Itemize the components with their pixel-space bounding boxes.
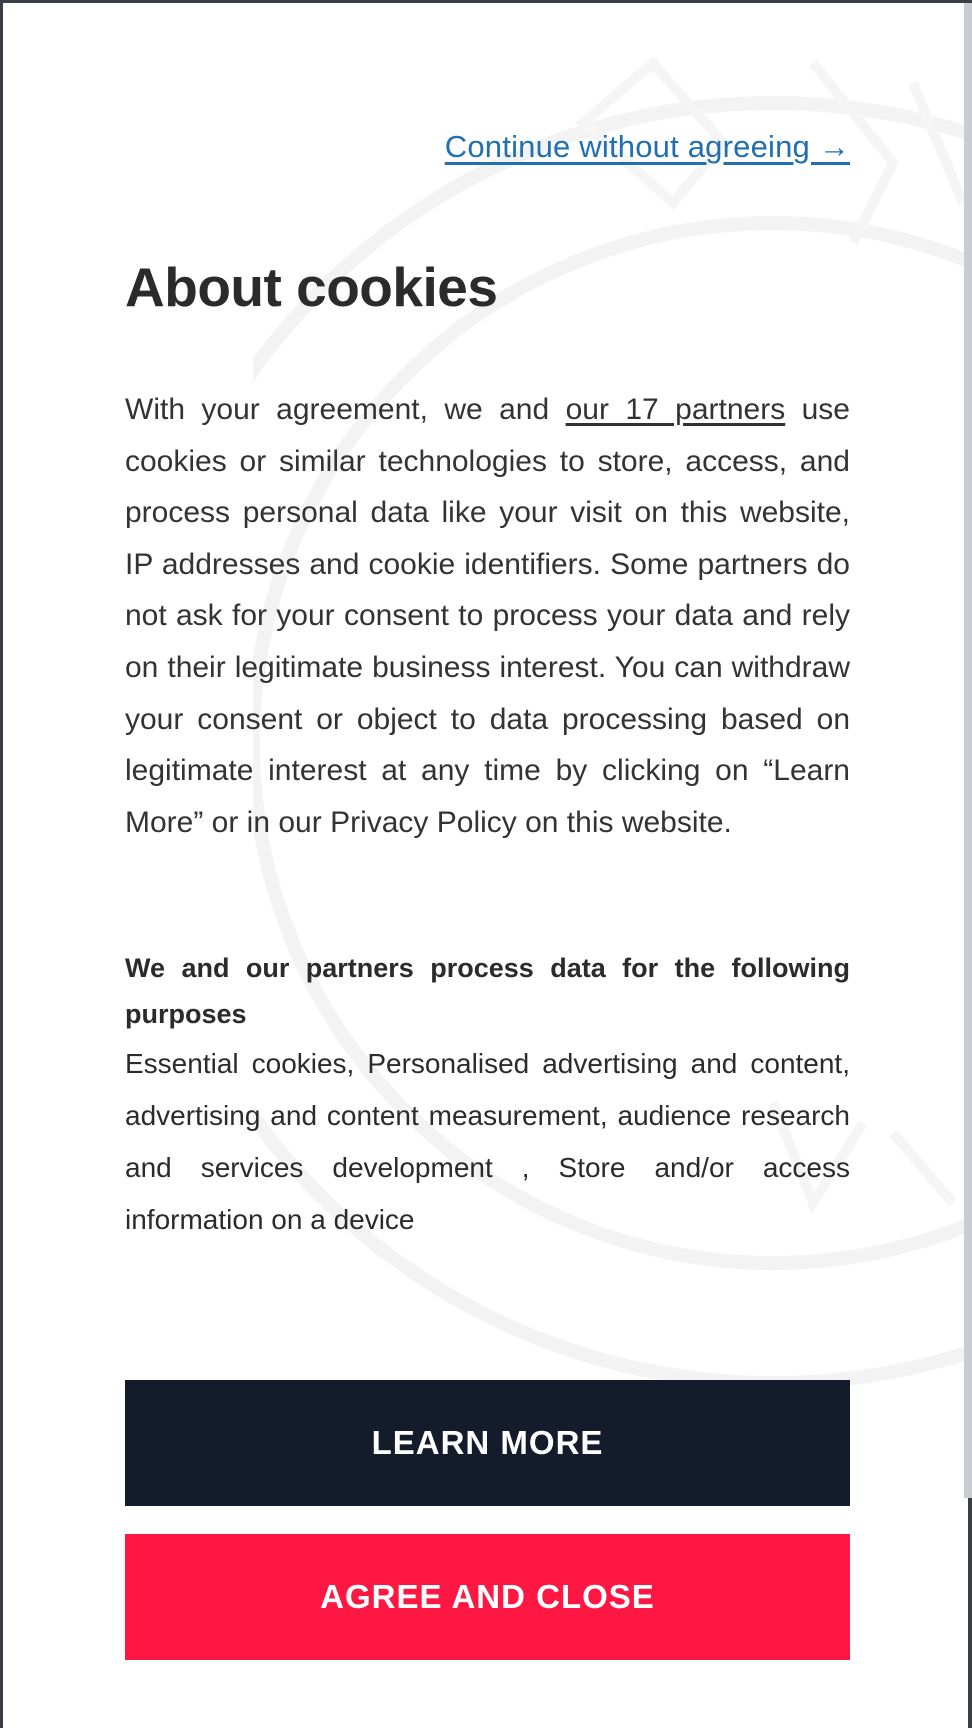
intro-text-before-link: With your agreement, we and	[125, 393, 566, 426]
purposes-heading: We and our partners process data for the following purposes	[125, 953, 850, 1029]
partners-link[interactable]: our 17 partners	[565, 393, 786, 426]
window-edge	[968, 1498, 972, 1728]
agree-and-close-button[interactable]: AGREE AND CLOSE	[125, 1534, 850, 1660]
intro-text-after-link: use cookies or similar technologies to store, access, and process personal data like your visit on this website, IP addresses and cookie identifiers. Some partners do not ask for your consent to process your data and rely on their legitimate business interest. You can withdraw your consent or object to data processing based on legitimate interest at any time by clicking on “Learn More” or in our Privacy Policy on this website.	[125, 393, 850, 839]
scrollbar-track[interactable]	[964, 3, 972, 1498]
purposes-list: Essential cookies, Personalised advertising and content, advertising and content measurement, audience research and services development , Store and/or access information on a device	[125, 1048, 850, 1235]
intro-paragraph	[125, 384, 850, 848]
continue-without-agreeing-link[interactable]: Continue without agreeing →	[444, 129, 850, 164]
learn-more-button[interactable]: LEARN MORE	[125, 1380, 850, 1506]
dialog-title: About cookies	[125, 256, 498, 318]
